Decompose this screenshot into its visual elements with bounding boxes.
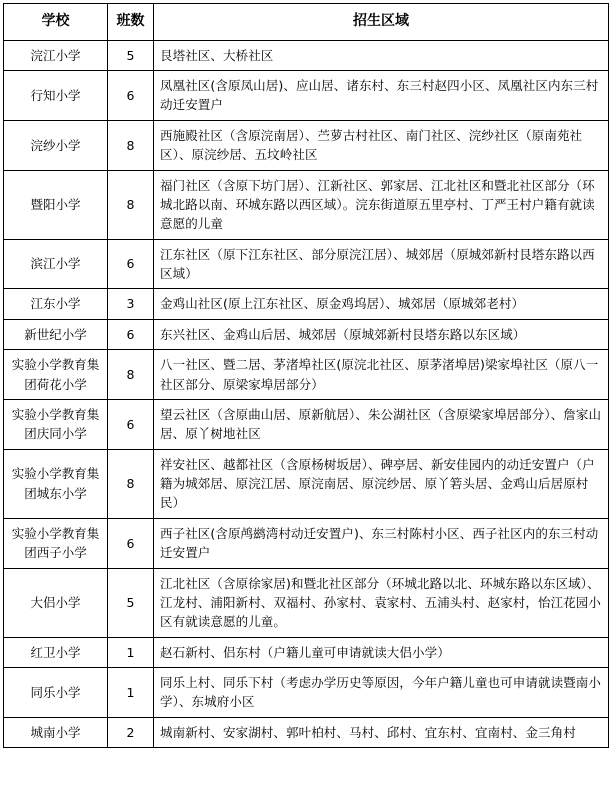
cell-area: 江北社区（含原徐家居)和暨北社区部分（环城北路以北、环城东路以东区域）、江龙村、浦阳新村、双福村、孙家村、袁家村、五浦头村、赵家村，怡江花园小区有就读意愿的儿童。: [154, 568, 609, 637]
cell-classes: 1: [108, 637, 154, 667]
cell-area: 城南新村、安家湖村、郭叶柏村、马村、邱村、宜东村、宜南村、金三角村: [154, 717, 609, 747]
cell-area: 凤凰社区(含原凤山居)、应山居、诸东村、东三村赵四小区、凤凰社区内东三村动迁安置户: [154, 71, 609, 121]
table-row: [4, 518, 609, 568]
cell-school: 同乐小学: [4, 668, 108, 718]
cell-classes: 6: [108, 518, 154, 568]
cell-classes: 5: [108, 568, 154, 637]
cell-area: 福门社区（含原下坊门居）、江新社区、郭家居、江北社区和暨北社区部分（环城北路以南、环城东路以西区域）。浣东街道原五里亭村、丁严王村户籍有就读意愿的儿童: [154, 170, 609, 239]
cell-classes: 6: [108, 71, 154, 121]
enrollment-table: [3, 3, 609, 748]
cell-classes: 8: [108, 350, 154, 400]
cell-classes: 6: [108, 319, 154, 349]
table-row: [4, 239, 609, 289]
header-row: [4, 4, 609, 41]
table-row: [4, 170, 609, 239]
cell-school: 实验小学教育集团庆同小学: [4, 399, 108, 449]
cell-classes: 6: [108, 239, 154, 289]
column-header-school: 学校: [4, 4, 108, 41]
cell-classes: 8: [108, 170, 154, 239]
column-header-area: 招生区域: [154, 4, 609, 41]
cell-school: 实验小学教育集团城东小学: [4, 449, 108, 518]
table-row: [4, 717, 609, 747]
table-row: [4, 120, 609, 170]
table-row: [4, 668, 609, 718]
cell-area: 祥安社区、越都社区（含原杨树坂居）、碑亭居、新安佳园内的动迁安置户（户籍为城郊居、原浣江居、原浣南居、原浣纱居、原丫箬头居、金鸡山后居原村民）: [154, 449, 609, 518]
column-header-classes: 班数: [108, 4, 154, 41]
cell-area: 江东社区（原下江东社区、部分原浣江居）、城郊居（原城郊新村艮塔东路以西区域）: [154, 239, 609, 289]
table-row: [4, 40, 609, 70]
cell-area: 赵石新村、侣东村（户籍儿童可申请就读大侣小学）: [154, 637, 609, 667]
table-header: [4, 4, 609, 41]
cell-classes: 1: [108, 668, 154, 718]
cell-school: 红卫小学: [4, 637, 108, 667]
cell-school: 暨阳小学: [4, 170, 108, 239]
cell-school: 浣纱小学: [4, 120, 108, 170]
cell-area: 东兴社区、金鸡山后居、城郊居（原城郊新村艮塔东路以东区域）: [154, 319, 609, 349]
table-row: [4, 399, 609, 449]
cell-area: 西子社区(含原鸬鹚湾村动迁安置户)、东三村陈村小区、西子社区内的东三村动迁安置户: [154, 518, 609, 568]
cell-classes: 8: [108, 120, 154, 170]
cell-classes: 3: [108, 289, 154, 319]
table-row: [4, 289, 609, 319]
cell-area: 金鸡山社区(原上江东社区、原金鸡坞居）、城郊居（原城郊老村）: [154, 289, 609, 319]
cell-school: 行知小学: [4, 71, 108, 121]
cell-area: 望云社区（含原曲山居、原新航居）、朱公湖社区（含原梁家埠居部分）、詹家山居、原丫树地社区: [154, 399, 609, 449]
cell-area: 艮塔社区、大桥社区: [154, 40, 609, 70]
table-row: [4, 319, 609, 349]
cell-school: 滨江小学: [4, 239, 108, 289]
cell-classes: 2: [108, 717, 154, 747]
cell-school: 浣江小学: [4, 40, 108, 70]
cell-school: 江东小学: [4, 289, 108, 319]
cell-area: 同乐上村、同乐下村（考虑办学历史等原因，今年户籍儿童也可申请就读暨南小学）、东城府小区: [154, 668, 609, 718]
cell-school: 实验小学教育集团荷花小学: [4, 350, 108, 400]
cell-school: 新世纪小学: [4, 319, 108, 349]
cell-school: 实验小学教育集团西子小学: [4, 518, 108, 568]
cell-school: 城南小学: [4, 717, 108, 747]
cell-area: 西施殿社区（含原浣南居）、苎萝古村社区、南门社区、浣纱社区（原南苑社区）、原浣纱居、五坟岭社区: [154, 120, 609, 170]
cell-classes: 5: [108, 40, 154, 70]
table-row: [4, 350, 609, 400]
table-row: [4, 568, 609, 637]
table-row: [4, 449, 609, 518]
cell-area: 八一社区、暨二居、茅渚埠社区(原浣北社区、原茅渚埠居)梁家埠社区（原八一社区部分、原梁家埠居部分）: [154, 350, 609, 400]
table-row: [4, 637, 609, 667]
table-body: [4, 40, 609, 748]
cell-classes: 6: [108, 399, 154, 449]
cell-classes: 8: [108, 449, 154, 518]
cell-school: 大侣小学: [4, 568, 108, 637]
table-row: [4, 71, 609, 121]
